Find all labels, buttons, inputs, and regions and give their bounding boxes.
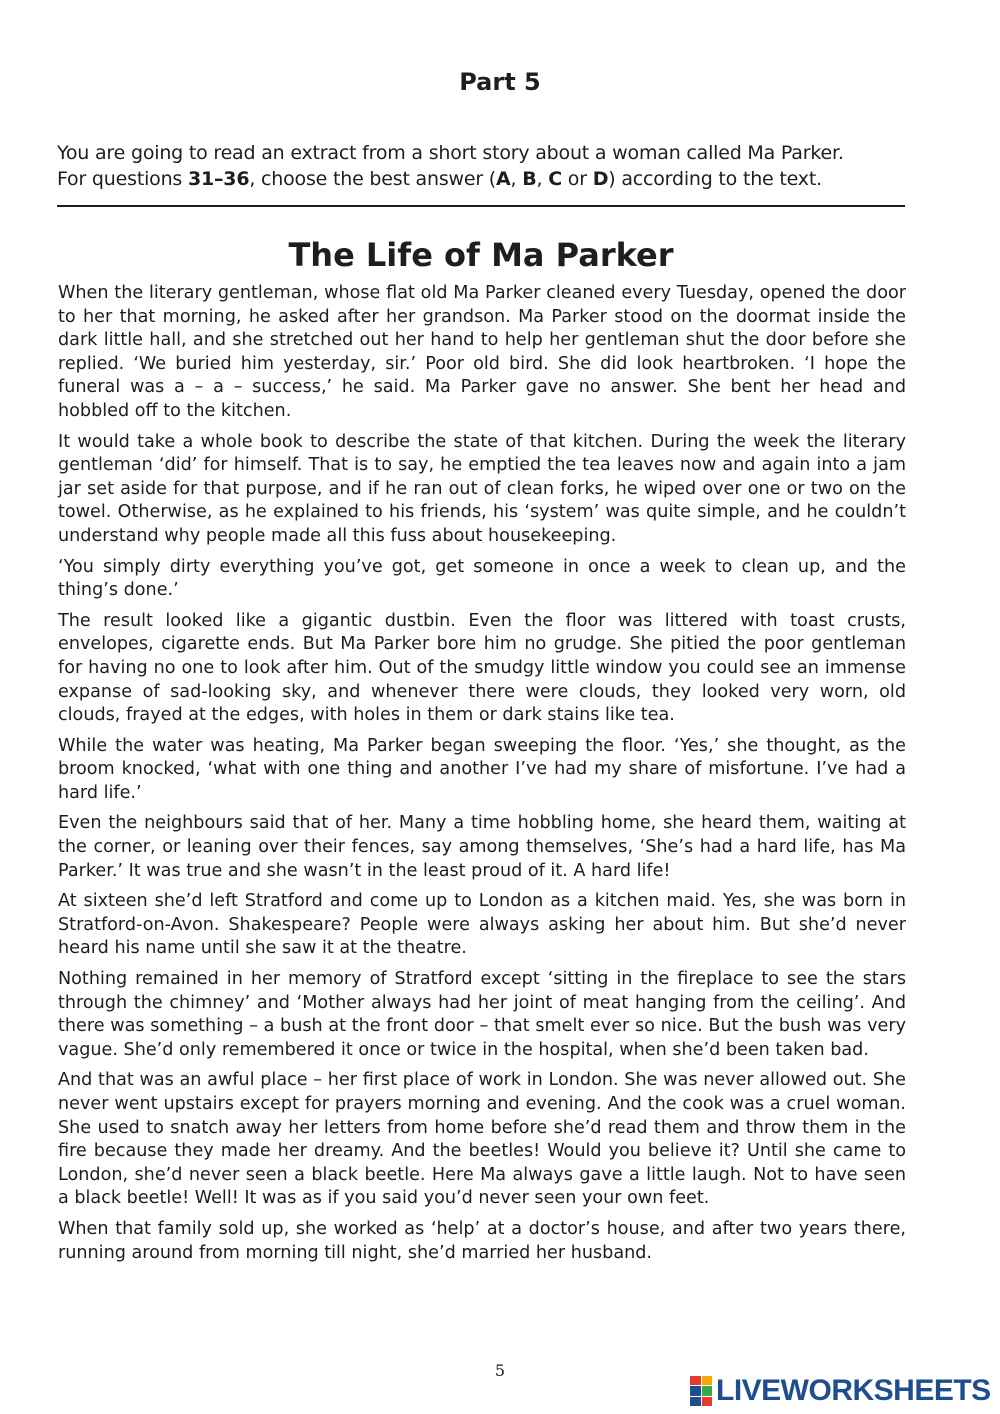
story-body bbox=[58, 282, 906, 1272]
logo-square bbox=[690, 1397, 701, 1406]
instructions-mid: , choose the best answer ( bbox=[249, 168, 497, 190]
story-title: The Life of Ma Parker bbox=[288, 236, 674, 274]
liveworksheets-logo-icon bbox=[690, 1376, 712, 1406]
story-paragraph-1: When the literary gentleman, whose flat old Ma Parker cleaned every Tuesday, opened the door to her that morning, he asked after her grandson. Ma Parker stood on the doormat inside the dark little hall, and she stretched out her hand to help her gentleman shut the door before she replied. ‘We buried him yesterday, sir.’ Poor old bird. She did look heartbroken. ‘I hope the funeral was a – a – success,’ he said. Ma Parker gave no answer. She bent her head and hobbled off to the kitchen. bbox=[58, 283, 906, 421]
story-paragraph-9: And that was an awful place – her first place of work in London. She was never allowed out. She never went upstairs except for prayers morning and evening. And the cook was a cruel woman. She used to snatch away her letters from home before she’d read them and throw them in the fire because they made her dreamy. And the beetles! Would you believe it? Until she came to London, she’d never seen a black beetle. Here Ma always gave a little laugh. Not to have seen a black beetle! Well! It was as if you said you’d never seen your own feet. bbox=[58, 1070, 906, 1209]
page-number: 5 bbox=[494, 1361, 506, 1380]
liveworksheets-brand[interactable] bbox=[690, 1374, 991, 1408]
story-paragraph-7: At sixteen she’d left Stratford and come up to London as a kitchen maid. Yes, she was born in Stratford-on-Avon. Shakespeare? People were always asking her about him. But she’d never heard his name until she saw it at the theatre. bbox=[58, 891, 906, 959]
instructions-line-2 bbox=[57, 166, 917, 192]
brand-name: LIVEWORKSHEETS bbox=[716, 1374, 991, 1407]
question-range: 31–36 bbox=[187, 168, 250, 190]
part-title: Part 5 bbox=[459, 68, 541, 96]
option-d: D bbox=[592, 168, 609, 190]
separator-2: , bbox=[536, 168, 549, 190]
story-paragraph-5: While the water was heating, Ma Parker began sweeping the floor. ‘Yes,’ she thought, as the broom knocked, ‘what with one thing and another I’ve had my share of misfortune. I’ve had a hard life.’ bbox=[58, 735, 906, 803]
story-paragraph-6: Even the neighbours said that of her. Many a time hobbling home, she heard them, waiting at the corner, or leaning over their fences, say among themselves, ‘She’s had a hard life, has Ma Parker.’ It was true and she wasn’t in the least proud of it. A hard life! bbox=[58, 813, 906, 881]
option-a: A bbox=[496, 168, 511, 190]
separator-3: or bbox=[561, 168, 593, 190]
option-b: B bbox=[522, 168, 537, 190]
logo-square bbox=[690, 1376, 701, 1385]
story-paragraph-10: When that family sold up, she worked as ‘help’ at a doctor’s house, and after two years there, running around from morning till night, she’d married her husband. bbox=[58, 1218, 906, 1263]
logo-square bbox=[690, 1386, 701, 1395]
story-paragraph-2: It would take a whole book to describe the state of that kitchen. During the week the literary gentleman ‘did’ for himself. That is to say, he emptied the tea leaves now and again into a jam jar set aside for that purpose, and if he ran out of clean forks, he wiped over one or two on the towel. Otherwise, as he explained to his friends, his ‘system’ was quite simple, and he couldn’t understand why people made all this fuss about housekeeping. bbox=[58, 431, 906, 546]
story-paragraph-3: ‘You simply dirty everything you’ve got, get someone in once a week to clean up, and the thing’s done.’ bbox=[58, 556, 906, 601]
instructions-line-1: You are going to read an extract from a short story about a woman called Ma Parker. bbox=[57, 142, 844, 164]
separator-1: , bbox=[510, 168, 523, 190]
divider bbox=[57, 205, 905, 207]
logo-square bbox=[702, 1386, 713, 1395]
story-paragraph-8: Nothing remained in her memory of Stratford except ‘sitting in the fireplace to see the stars through the chimney’ and ‘Mother always had her joint of meat hanging from the ceiling’. And there was something – a bush at the front door – that smelt ever so nice. But the bush was very vague. She’d only remembered it once or twice in the hospital, when she’d been taken bad. bbox=[58, 969, 906, 1060]
instructions bbox=[57, 140, 917, 192]
logo-square bbox=[702, 1376, 713, 1385]
story-paragraph-4: The result looked like a gigantic dustbin. Even the floor was littered with toast crusts, envelopes, cigarette ends. But Ma Parker bore him no grudge. She pitied the poor gentleman for having no one to look after him. Out of the smudgy little window you could see an immense expanse of sad-looking sky, and whenever there were clouds, they looked very worn, old clouds, frayed at the edges, with holes in them or dark stains like tea. bbox=[58, 610, 906, 726]
instructions-suffix: ) according to the text. bbox=[608, 168, 822, 190]
option-c: C bbox=[548, 168, 562, 190]
instructions-prefix: For questions bbox=[57, 168, 188, 190]
logo-square bbox=[702, 1397, 713, 1406]
